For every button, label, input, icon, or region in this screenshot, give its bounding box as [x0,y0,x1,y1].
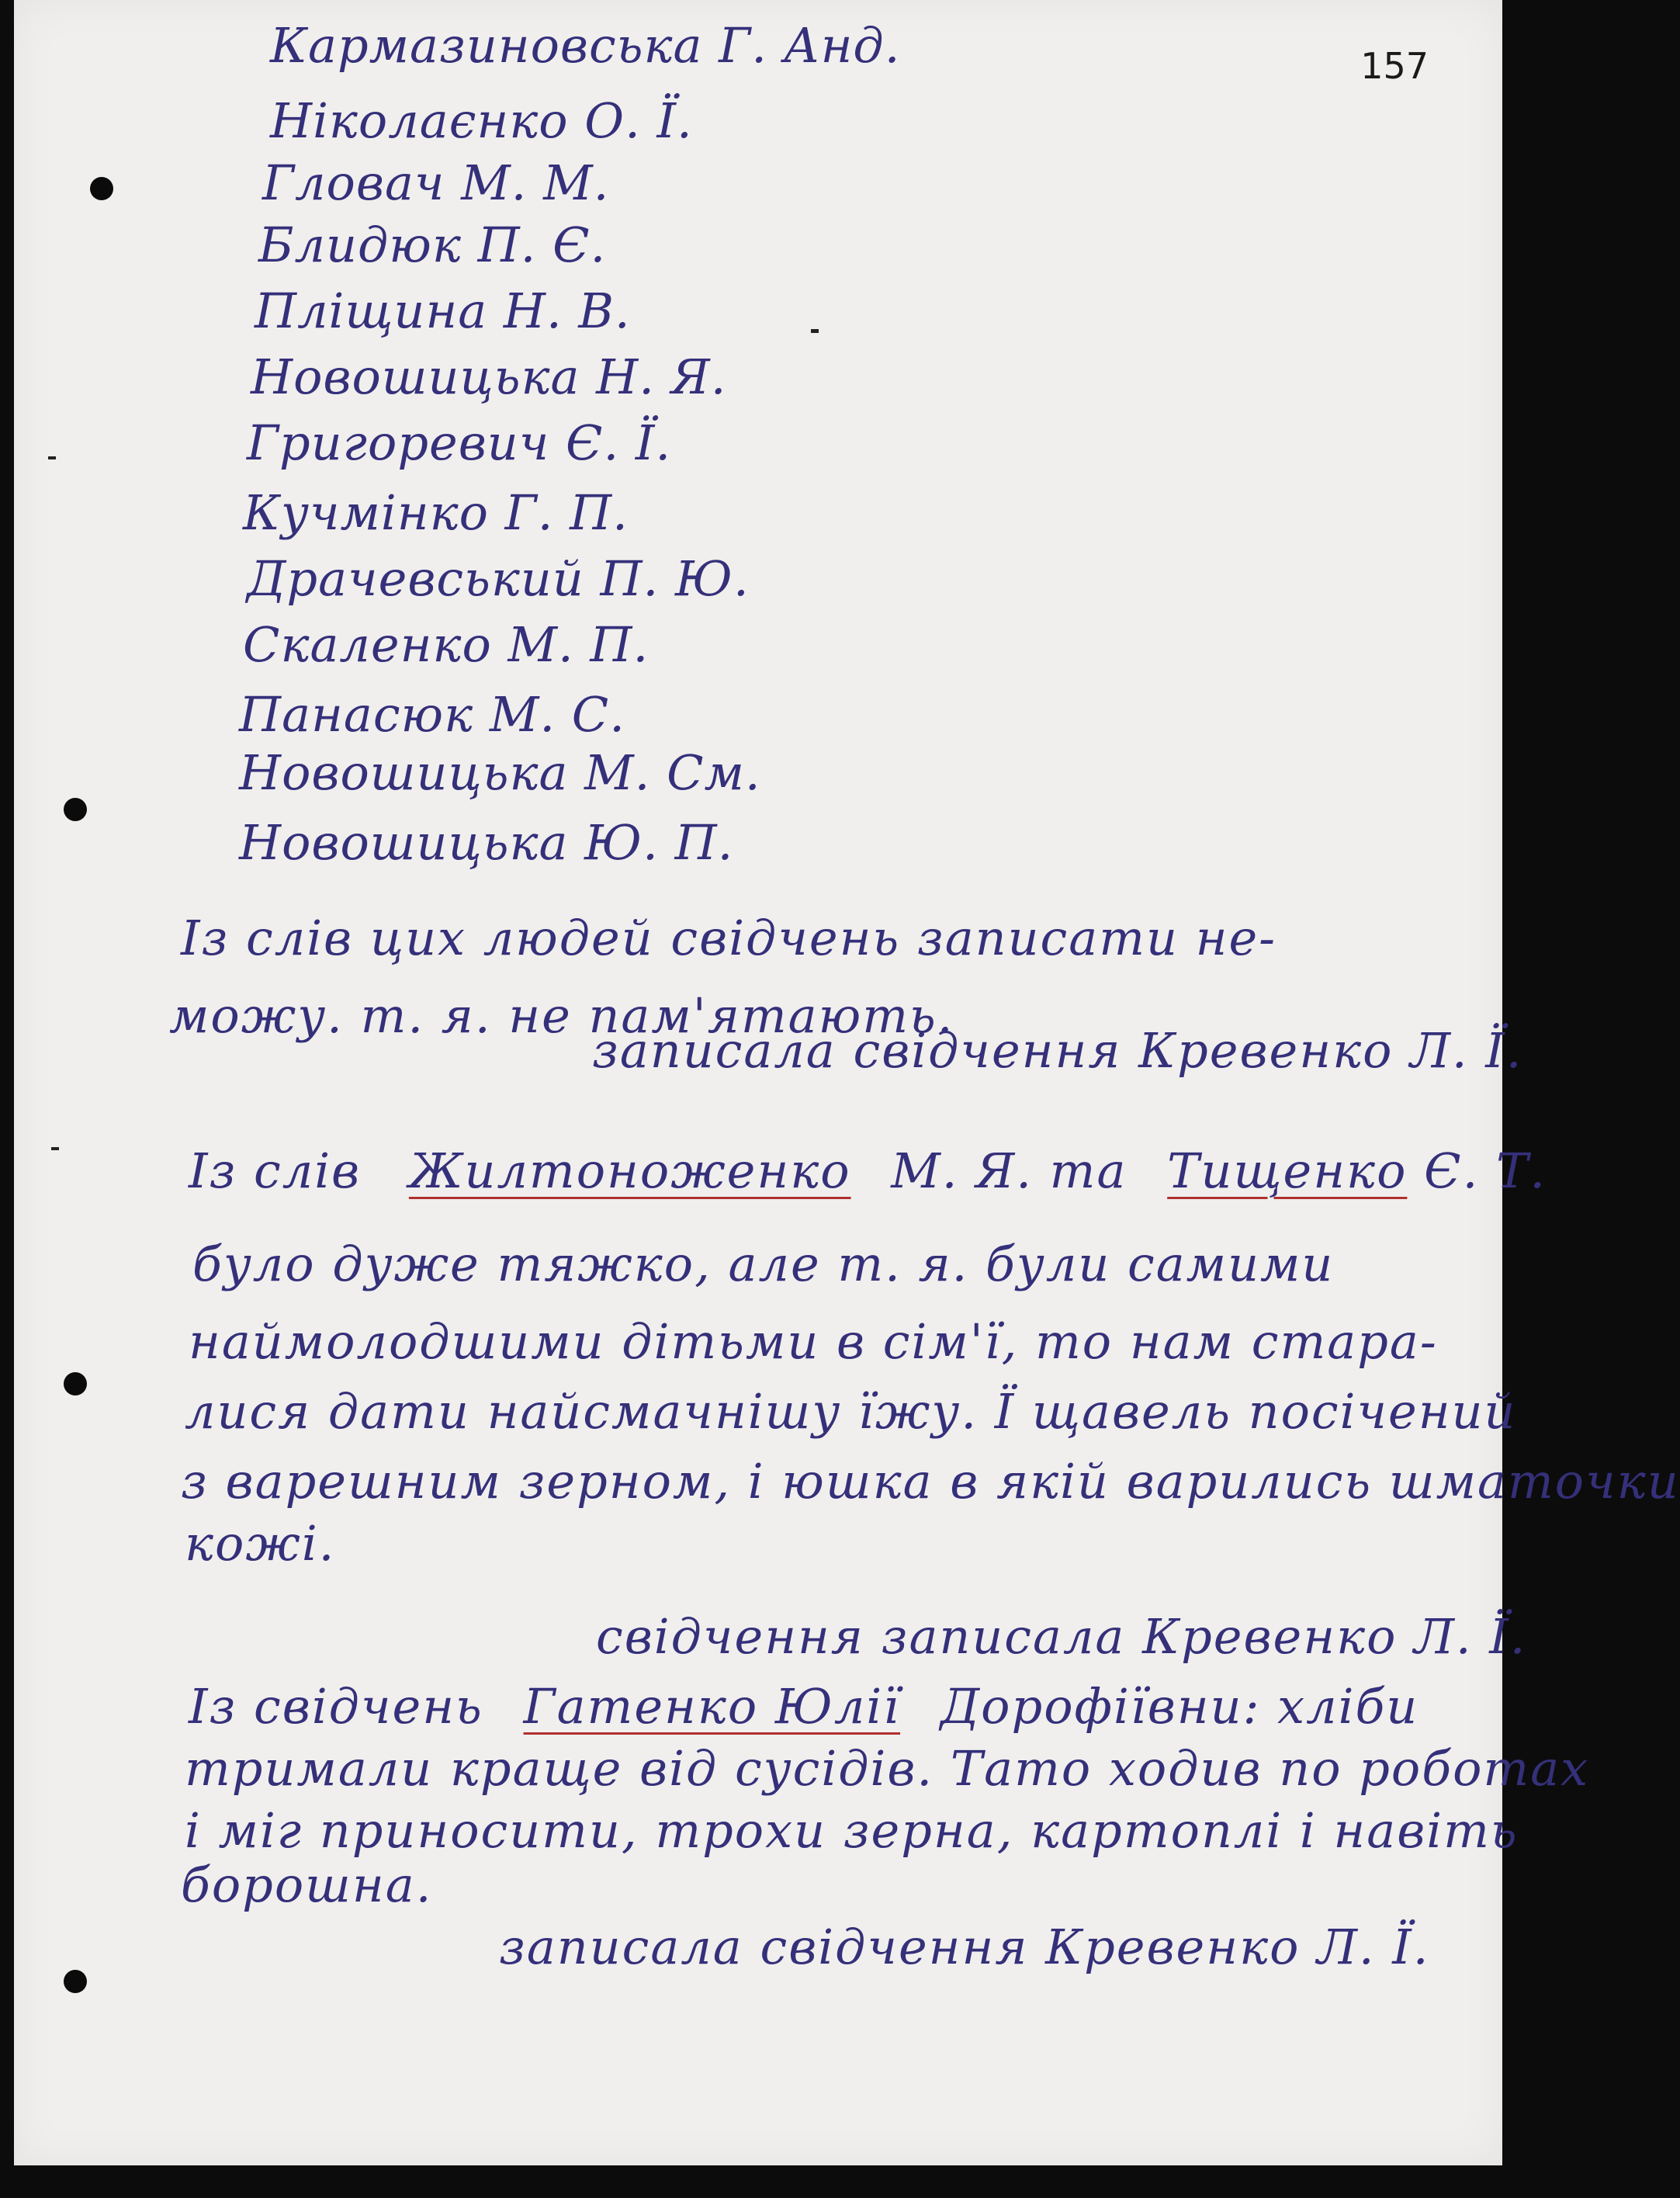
underlined-name: Тищенко [1167,1142,1408,1199]
name-line: Кармазиновська Г. Анд. [270,17,901,74]
paper-sheet [14,0,1680,2165]
name-line: Ніколаєнко О. Ї. [270,92,693,149]
name-line: Скаленко М. П. [243,616,649,673]
paragraph2-prefix: Із слів [189,1142,362,1199]
paragraph3-line [189,1678,1419,1735]
name-line: Пліщина Н. В. [255,283,631,339]
underlined-name: Жилтоноженко [408,1142,851,1199]
punch-hole [64,1372,87,1395]
paragraph2-line: лися дати найсмачнішу їжу. Ї щавель посічений [185,1383,1517,1440]
name-line: Панасюк М. С. [239,686,625,743]
paragraph2-line: було дуже тяжко, але т. я. були самими [192,1236,1335,1292]
paragraph2-line: з варешним зерном, і юшка в якій варились шматочки [181,1453,1680,1510]
name-line: Драчевський П. Ю. [247,550,750,607]
ink-speck [811,329,819,333]
paragraph1-line: Із слів цих людей свідчень записати не- [181,910,1277,966]
paragraph2-mid: М. Я. та [891,1142,1128,1199]
paragraph3-line: тримали краще від сусідів. Тато ходив по роботах [185,1740,1590,1797]
name-line: Блидюк П. Є. [258,217,607,273]
underlined-name: Гатенко Юлії [523,1678,901,1735]
signature: записала свідчення Кревенко Л. Ї. [592,1022,1523,1079]
paragraph2-suffix: Є. Т. [1424,1142,1547,1199]
name-line: Гловач М. М. [262,154,610,211]
name-line: Кучмінко Г. П. [243,484,629,541]
name-line: Новошицька Н. Я. [251,348,727,405]
paragraph3-suffix: Дорофіївни: хліби [940,1678,1419,1735]
punch-hole [64,1970,87,1993]
paragraph2-line [189,1142,1547,1199]
page-number: 157 [1360,45,1429,87]
ink-speck [51,1147,59,1150]
paragraph3-line: і міг приносити, трохи зерна, картоплі і навіть [185,1802,1519,1859]
name-line: Григоревич Є. Ї. [247,414,672,471]
punch-hole [90,177,113,200]
signature: свідчення записала Кревенко Л. Ї. [596,1608,1527,1665]
signature: записала свідчення Кревенко Л. Ї. [499,1919,1430,1975]
paragraph3-prefix: Із свідчень [189,1678,483,1735]
ink-speck [48,456,56,459]
paragraph1-line: можу. т. я. не пам'ятають. [169,987,954,1044]
name-line: Новошицька Ю. П. [239,814,734,871]
paragraph2-line: кожі. [185,1515,336,1572]
paragraph3-line: борошна. [181,1857,433,1913]
name-line: Новошицька М. См. [239,744,761,801]
punch-hole [64,798,87,821]
paragraph2-line: наймолодшими дітьми в сім'ї, то нам стара- [189,1313,1438,1370]
